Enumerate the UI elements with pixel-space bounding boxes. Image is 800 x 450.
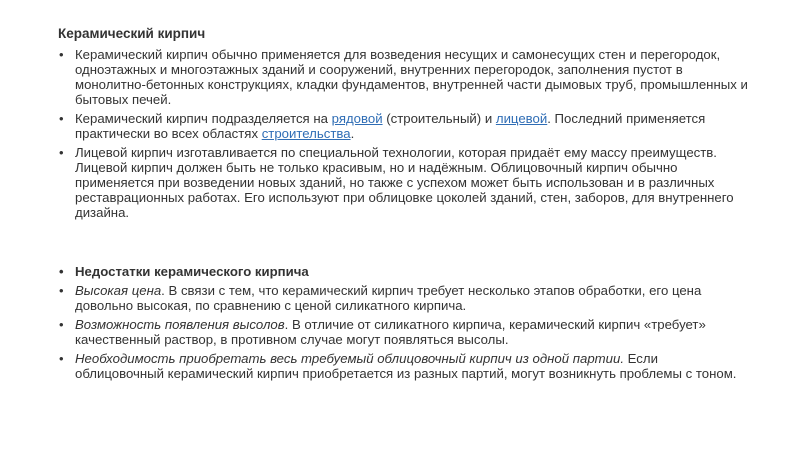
list-item [58, 47, 748, 107]
list-item-text-part: Керамический кирпич подразделяется на [75, 111, 332, 126]
bullet-icon: • [59, 145, 64, 160]
list-item [58, 145, 748, 220]
bullet-icon: • [59, 47, 64, 62]
list-item-text-part: . [350, 126, 355, 141]
list-item [58, 351, 748, 381]
link-construction[interactable]: строительства [261, 126, 351, 141]
bullet-icon: • [59, 317, 64, 332]
link-facing-brick[interactable]: лицевой [495, 111, 548, 126]
list-item-text-part: (строительный) и [382, 111, 496, 126]
disadvantages-list [58, 264, 748, 381]
list-item-text: Если облицовочный керамический кирпич приобретается из разных партий, могут возникнуть проблемы с тоном. [75, 351, 737, 381]
bullet-icon: • [59, 283, 64, 298]
list-item-text-part: . Последний применяется практически во всех областях [75, 111, 706, 141]
ceramic-brick-list [58, 47, 748, 220]
list-item-italic: Необходимость приобретать весь требуемый облицовочный кирпич из одной партии. [75, 351, 624, 366]
list-item-text: Лицевой кирпич изготавливается по специальной технологии, которая придаёт ему массу преимуществ. Лицевой кирпич должен быть не только красивым, но и надёжным. Облицовочный кирпич обычно применяется при возведении новых зданий, но также с успехом может быть использован и в различных реставрационных работах. Его используют при облицовке цоколей зданий, стен, заборов, для внутреннего дизайна. [75, 145, 734, 220]
bullet-icon: • [59, 264, 64, 279]
list-item [58, 317, 748, 347]
section-heading-text: Недостатки керамического кирпича [75, 264, 309, 279]
section-heading-disadvantages [58, 264, 748, 279]
list-item [58, 283, 748, 313]
bullet-icon: • [59, 351, 64, 366]
section-heading-ceramic-brick: Керамический кирпич [58, 26, 206, 41]
list-item-italic: Возможность появления высолов [75, 317, 285, 332]
list-item-text: . В связи с тем, что керамический кирпич требует несколько этапов обработки, его цена довольно высокая, по сравнению с ценой силикатного кирпича. [75, 283, 702, 313]
bullet-icon: • [59, 111, 64, 126]
list-item [58, 111, 748, 141]
slide-content [58, 26, 748, 385]
list-item-italic: Высокая цена [75, 283, 162, 298]
list-item-text: Керамический кирпич обычно применяется для возведения несущих и самонесущих стен и перегородок, одноэтажных и многоэтажных зданий и сооружений, внутренних перегородок, заполнения пустот в монолитно-бетонных конструкциях, кладки фундаментов, внутренней части дымовых труб, промышленных и бытовых печей. [75, 47, 748, 107]
link-ordinary-brick[interactable]: рядовой [331, 111, 383, 126]
list-item-text: . В отличие от силикатного кирпича, керамический кирпич «требует» качественный раствор, в противном случае могут появляться высолы. [75, 317, 706, 347]
